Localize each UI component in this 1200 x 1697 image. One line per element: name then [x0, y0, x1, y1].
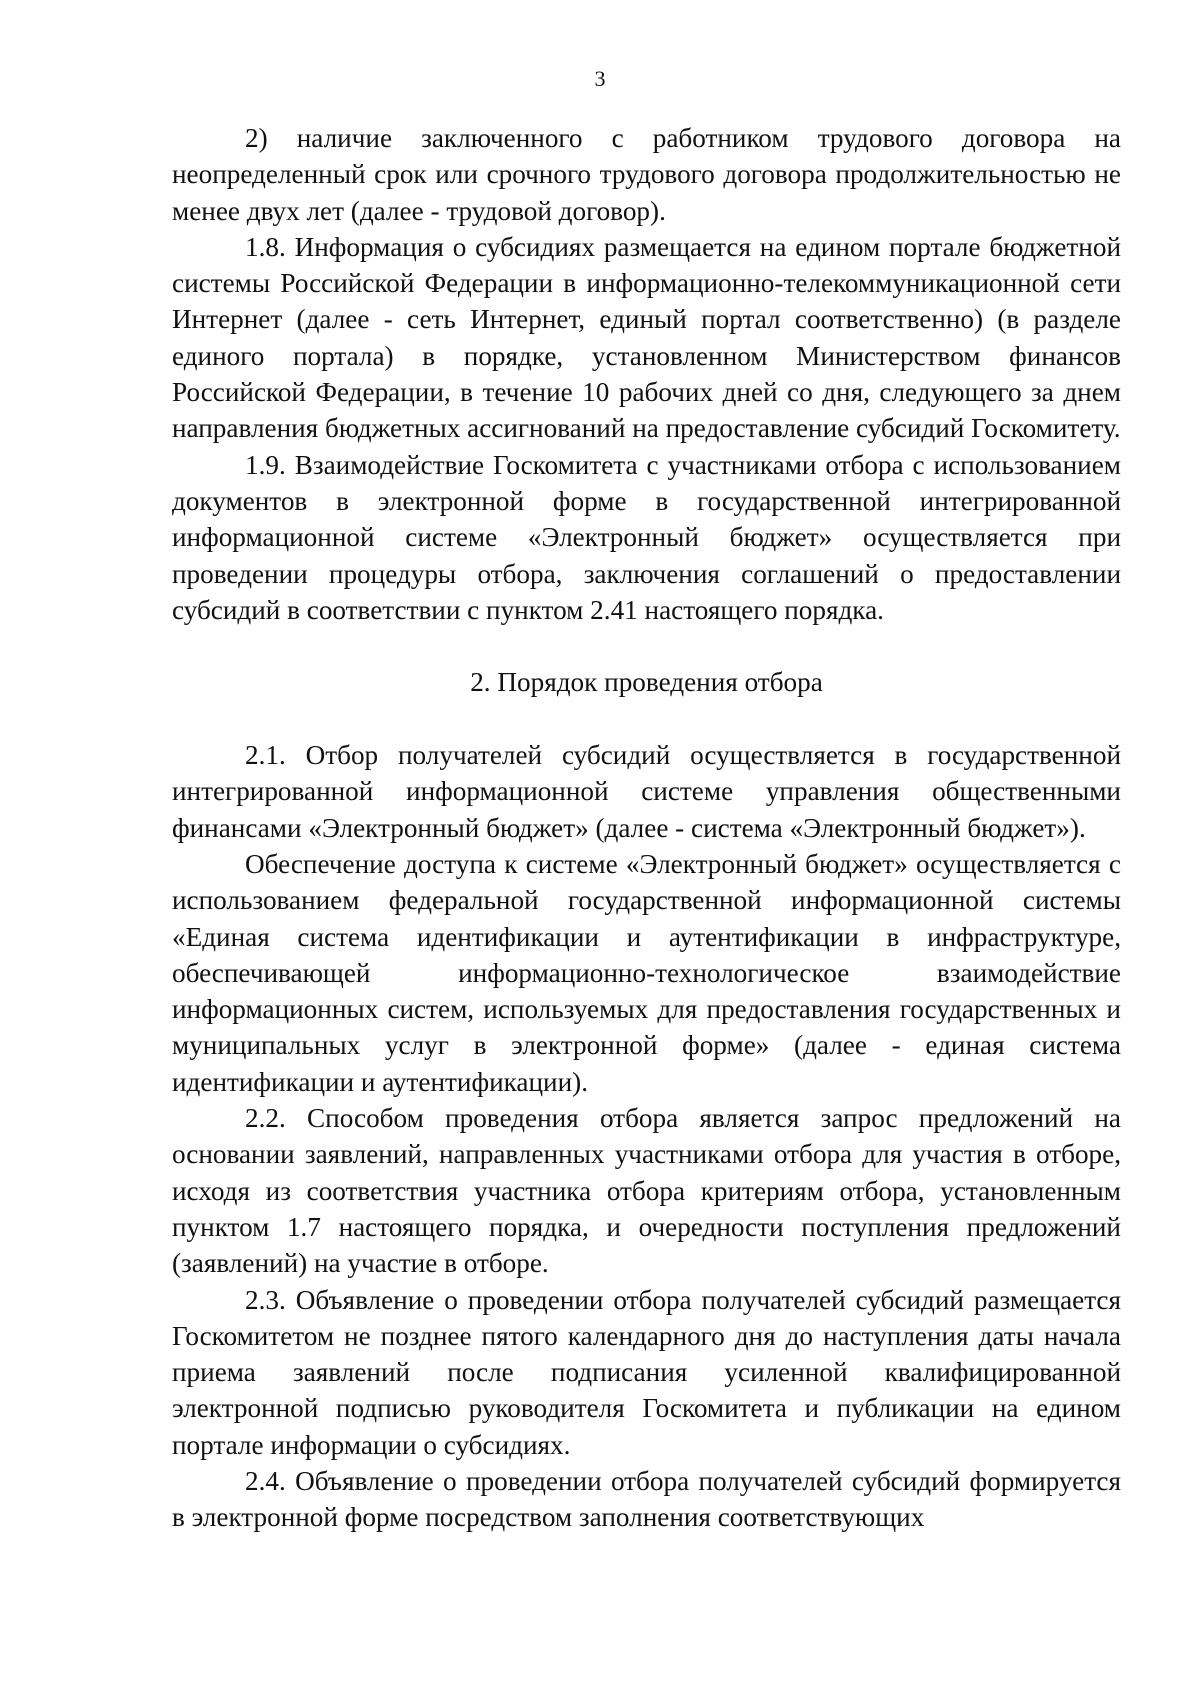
- paragraph-2-2: 2.2. Способом проведения отбора является запрос предложений на основании заявлений, направленных участниками отбора для участия в отборе, исходя из соответствия участника отбора критериям отбора, установленным пунктом 1.7 настоящего порядка, и очередности поступления предложений (заявлений) на участие в отборе.: [172, 1103, 1121, 1279]
- paragraph-2-3: 2.3. Объявление о проведении отбора получателей субсидий размещается Госкомитетом не позднее пятого календарного дня до наступления даты начала приема заявлений после подписания усиленной квалифицированной электронной подписью руководителя Госкомитета и публикации на едином портале информации о субсидиях.: [172, 1284, 1121, 1460]
- page-number: 3: [594, 66, 606, 91]
- paragraph-1-8: 1.8. Информация о субсидиях размещается на едином портале бюджетной системы Российской Федерации в информационно-телекоммуникационной сети Интернет (далее - сеть Интернет, единый портал соответственно) (в разделе единого портала) в порядке, установленном Министерством финансов Российской Федерации, в течение 10 рабочих дней со дня, следующего за днем направления бюджетных ассигнований на предоставление субсидий Госкомитету.: [172, 231, 1121, 444]
- paragraph-access-provision: Обеспечение доступа к системе «Электронный бюджет» осуществляется с использованием федеральной государственной информационной системы «Единая система идентификации и аутентификации в инфраструктуре, обеспечивающей информационно-технологическое взаимодействие информационных систем, используемых для предоставления государственных и муниципальных услуг в электронной форме» (далее - единая система идентификации и аутентификации).: [172, 848, 1121, 1097]
- paragraph-2-4: 2.4. Объявление о проведении отбора получателей субсидий формируется в электронной форме посредством заполнения соответствующих: [172, 1465, 1121, 1533]
- document-body: [172, 120, 1121, 1536]
- paragraph-1-9: 1.9. Взаимодействие Госкомитета с участниками отбора с использованием документов в электронной форме в государственной интегрированной информационной системе «Электронный бюджет» осуществляется при проведении процедуры отбора, заключения соглашений о предоставлении субсидий в соответствии с пунктом 2.41 настоящего порядка.: [172, 449, 1121, 625]
- paragraph-2-1: 2.1. Отбор получателей субсидий осуществляется в государственной интегрированной информационной системе управления общественными финансами «Электронный бюджет» (далее - система «Электронный бюджет»).: [172, 740, 1121, 843]
- section-heading: 2. Порядок проведения отбора: [470, 667, 823, 698]
- paragraph-employment-contract: 2) наличие заключенного с работником трудового договора на неопределенный срок или срочного трудового договора продолжительностью не менее двух лет (далее - трудовой договор).: [172, 123, 1121, 226]
